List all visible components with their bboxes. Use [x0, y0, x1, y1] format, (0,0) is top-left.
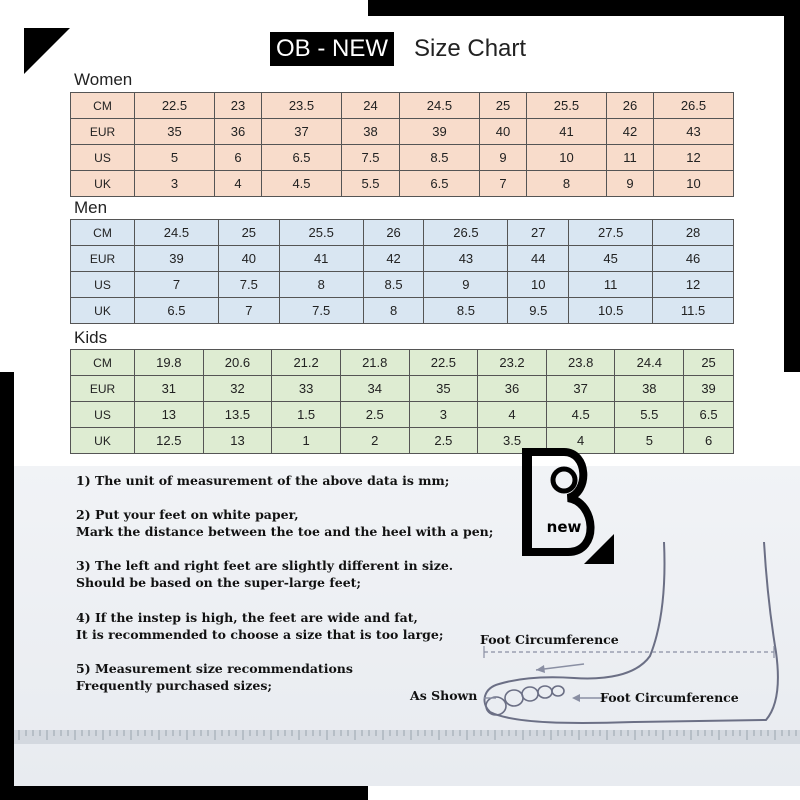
instruction-1: 1) The unit of measurement of the above data is mm;: [76, 473, 450, 488]
size-cell: 41: [279, 246, 363, 272]
size-cell: 11.5: [653, 298, 734, 324]
size-cell: 10: [526, 145, 606, 171]
size-cell: 26.5: [653, 93, 733, 119]
size-cell: 2.5: [409, 428, 478, 454]
size-cell: 8: [279, 272, 363, 298]
size-cell: 23: [214, 93, 261, 119]
size-cell: 24.5: [135, 220, 219, 246]
size-cell: 10: [508, 272, 569, 298]
measurement-panel: [14, 466, 800, 786]
women-row-us: [71, 145, 734, 171]
size-cell: 25: [684, 350, 734, 376]
instruction-3a: 3) The left and right feet are slightly different in size.: [76, 558, 454, 573]
women-row-uk: [71, 171, 734, 197]
size-cell: 8: [526, 171, 606, 197]
size-cell: 25: [218, 220, 279, 246]
size-cell: 24: [341, 93, 399, 119]
size-cell: 27.5: [569, 220, 653, 246]
instruction-4a: 4) If the instep is high, the feet are wide and fat,: [76, 610, 418, 625]
size-cell: 6.5: [262, 145, 342, 171]
size-cell: 6.5: [684, 402, 734, 428]
size-cell: 6: [214, 145, 261, 171]
frame-left-bar: [0, 372, 14, 800]
size-cell: 45: [569, 246, 653, 272]
size-cell: 2.5: [340, 402, 409, 428]
row-header: EUR: [71, 119, 135, 145]
size-cell: 25: [479, 93, 526, 119]
size-cell: 21.2: [272, 350, 341, 376]
row-header: US: [71, 145, 135, 171]
arrow-right-head: [572, 694, 580, 702]
arrow-top-head: [536, 665, 545, 673]
kids-row-cm: [71, 350, 734, 376]
size-cell: 25.5: [279, 220, 363, 246]
brand-logo: [518, 448, 614, 566]
size-cell: 4: [214, 171, 261, 197]
size-cell: 39: [135, 246, 219, 272]
row-header: US: [71, 402, 135, 428]
size-cell: 33: [272, 376, 341, 402]
size-cell: 6: [684, 428, 734, 454]
row-header: UK: [71, 298, 135, 324]
size-cell: 8.5: [424, 298, 508, 324]
label-as-shown: As Shown: [410, 688, 478, 703]
instruction-5a: 5) Measurement size recommendations: [76, 661, 353, 676]
size-cell: 9: [479, 145, 526, 171]
corner-triangle: [24, 28, 70, 74]
row-header: CM: [71, 220, 135, 246]
size-cell: 26: [363, 220, 424, 246]
size-cell: 5: [615, 428, 684, 454]
ruler: [14, 730, 800, 744]
size-cell: 43: [653, 119, 733, 145]
size-cell: 4.5: [262, 171, 342, 197]
size-cell: 46: [653, 246, 734, 272]
men-size-table: [70, 219, 734, 324]
size-cell: 12.5: [135, 428, 204, 454]
instruction-4b: It is recommended to choose a size that is too large;: [76, 627, 444, 642]
size-cell: 1: [272, 428, 341, 454]
size-cell: 7: [135, 272, 219, 298]
men-row-us: [71, 272, 734, 298]
size-cell: 5.5: [341, 171, 399, 197]
frame-top-bar: [368, 0, 800, 16]
size-cell: 9: [424, 272, 508, 298]
size-cell: 24.4: [615, 350, 684, 376]
size-cell: 7.5: [279, 298, 363, 324]
size-cell: 7.5: [218, 272, 279, 298]
instruction-2b: Mark the distance between the toe and the heel with a pen;: [76, 524, 494, 539]
instruction-3b: Should be based on the super-large feet;: [76, 575, 362, 590]
size-cell: 8.5: [399, 145, 479, 171]
size-cell: 13.5: [203, 402, 272, 428]
size-cell: 8: [363, 298, 424, 324]
size-cell: 39: [399, 119, 479, 145]
size-cell: 37: [546, 376, 615, 402]
size-cell: 25.5: [526, 93, 606, 119]
size-cell: 23.5: [262, 93, 342, 119]
kids-size-table: [70, 349, 734, 454]
size-cell: 24.5: [399, 93, 479, 119]
size-cell: 5.5: [615, 402, 684, 428]
toes: [486, 686, 564, 715]
size-cell: 9: [606, 171, 653, 197]
size-cell: 13: [135, 402, 204, 428]
size-cell: 39: [684, 376, 734, 402]
size-cell: 22.5: [409, 350, 478, 376]
size-cell: 1.5: [272, 402, 341, 428]
size-cell: 21.8: [340, 350, 409, 376]
size-cell: 5: [135, 145, 215, 171]
women-row-eur: [71, 119, 734, 145]
size-cell: 12: [653, 272, 734, 298]
size-cell: 38: [615, 376, 684, 402]
instruction-2a: 2) Put your feet on white paper,: [76, 507, 299, 522]
size-cell: 32: [203, 376, 272, 402]
women-label: Women: [74, 70, 133, 89]
size-cell: 4: [546, 428, 615, 454]
size-cell: 31: [135, 376, 204, 402]
size-cell: 34: [340, 376, 409, 402]
frame-right-bar: [784, 0, 800, 372]
page-title: Size Chart: [414, 35, 527, 62]
size-cell: 26.5: [424, 220, 508, 246]
size-cell: 28: [653, 220, 734, 246]
size-cell: 35: [135, 119, 215, 145]
size-cell: 43: [424, 246, 508, 272]
size-cell: 3: [135, 171, 215, 197]
size-cell: 3.5: [478, 428, 547, 454]
row-header: CM: [71, 350, 135, 376]
brand-badge: OB - NEW: [270, 32, 394, 66]
men-label: Men: [74, 198, 108, 217]
kids-row-eur: [71, 376, 734, 402]
size-cell: 6.5: [135, 298, 219, 324]
men-row-eur: [71, 246, 734, 272]
label-foot-circumference-right: Foot Circumference: [600, 690, 739, 705]
size-cell: 4.5: [546, 402, 615, 428]
size-cell: 41: [526, 119, 606, 145]
row-header: CM: [71, 93, 135, 119]
kids-row-uk: [71, 428, 734, 454]
instruction-5b: Frequently purchased sizes;: [76, 678, 272, 693]
size-cell: 13: [203, 428, 272, 454]
size-cell: 40: [218, 246, 279, 272]
men-row-uk: [71, 298, 734, 324]
size-cell: 11: [569, 272, 653, 298]
size-cell: 12: [653, 145, 733, 171]
women-size-table: [70, 92, 734, 197]
size-cell: 35: [409, 376, 478, 402]
row-header: UK: [71, 171, 135, 197]
size-cell: 44: [508, 246, 569, 272]
size-cell: 10: [653, 171, 733, 197]
size-cell: 4: [478, 402, 547, 428]
size-cell: 3: [409, 402, 478, 428]
size-cell: 36: [214, 119, 261, 145]
size-cell: 37: [262, 119, 342, 145]
women-row-cm: [71, 93, 734, 119]
size-cell: 7.5: [341, 145, 399, 171]
size-cell: 9.5: [508, 298, 569, 324]
size-cell: 36: [478, 376, 547, 402]
size-cell: 7: [479, 171, 526, 197]
size-cell: 27: [508, 220, 569, 246]
label-foot-circumference-top: Foot Circumference: [480, 632, 619, 647]
size-cell: 26: [606, 93, 653, 119]
size-cell: 38: [341, 119, 399, 145]
size-cell: 23.8: [546, 350, 615, 376]
size-cell: 19.8: [135, 350, 204, 376]
row-header: UK: [71, 428, 135, 454]
kids-row-us: [71, 402, 734, 428]
size-cell: 20.6: [203, 350, 272, 376]
size-cell: 23.2: [478, 350, 547, 376]
size-cell: 40: [479, 119, 526, 145]
size-cell: 42: [363, 246, 424, 272]
frame-bottom-bar: [0, 786, 368, 800]
kids-label: Kids: [74, 328, 108, 347]
row-header: EUR: [71, 376, 135, 402]
size-cell: 8.5: [363, 272, 424, 298]
row-header: EUR: [71, 246, 135, 272]
logo-text: new: [546, 518, 582, 536]
size-cell: 10.5: [569, 298, 653, 324]
size-cell: 2: [340, 428, 409, 454]
size-cell: 42: [606, 119, 653, 145]
men-row-cm: [71, 220, 734, 246]
row-header: US: [71, 272, 135, 298]
size-cell: 11: [606, 145, 653, 171]
size-cell: 7: [218, 298, 279, 324]
size-cell: 22.5: [135, 93, 215, 119]
size-cell: 6.5: [399, 171, 479, 197]
